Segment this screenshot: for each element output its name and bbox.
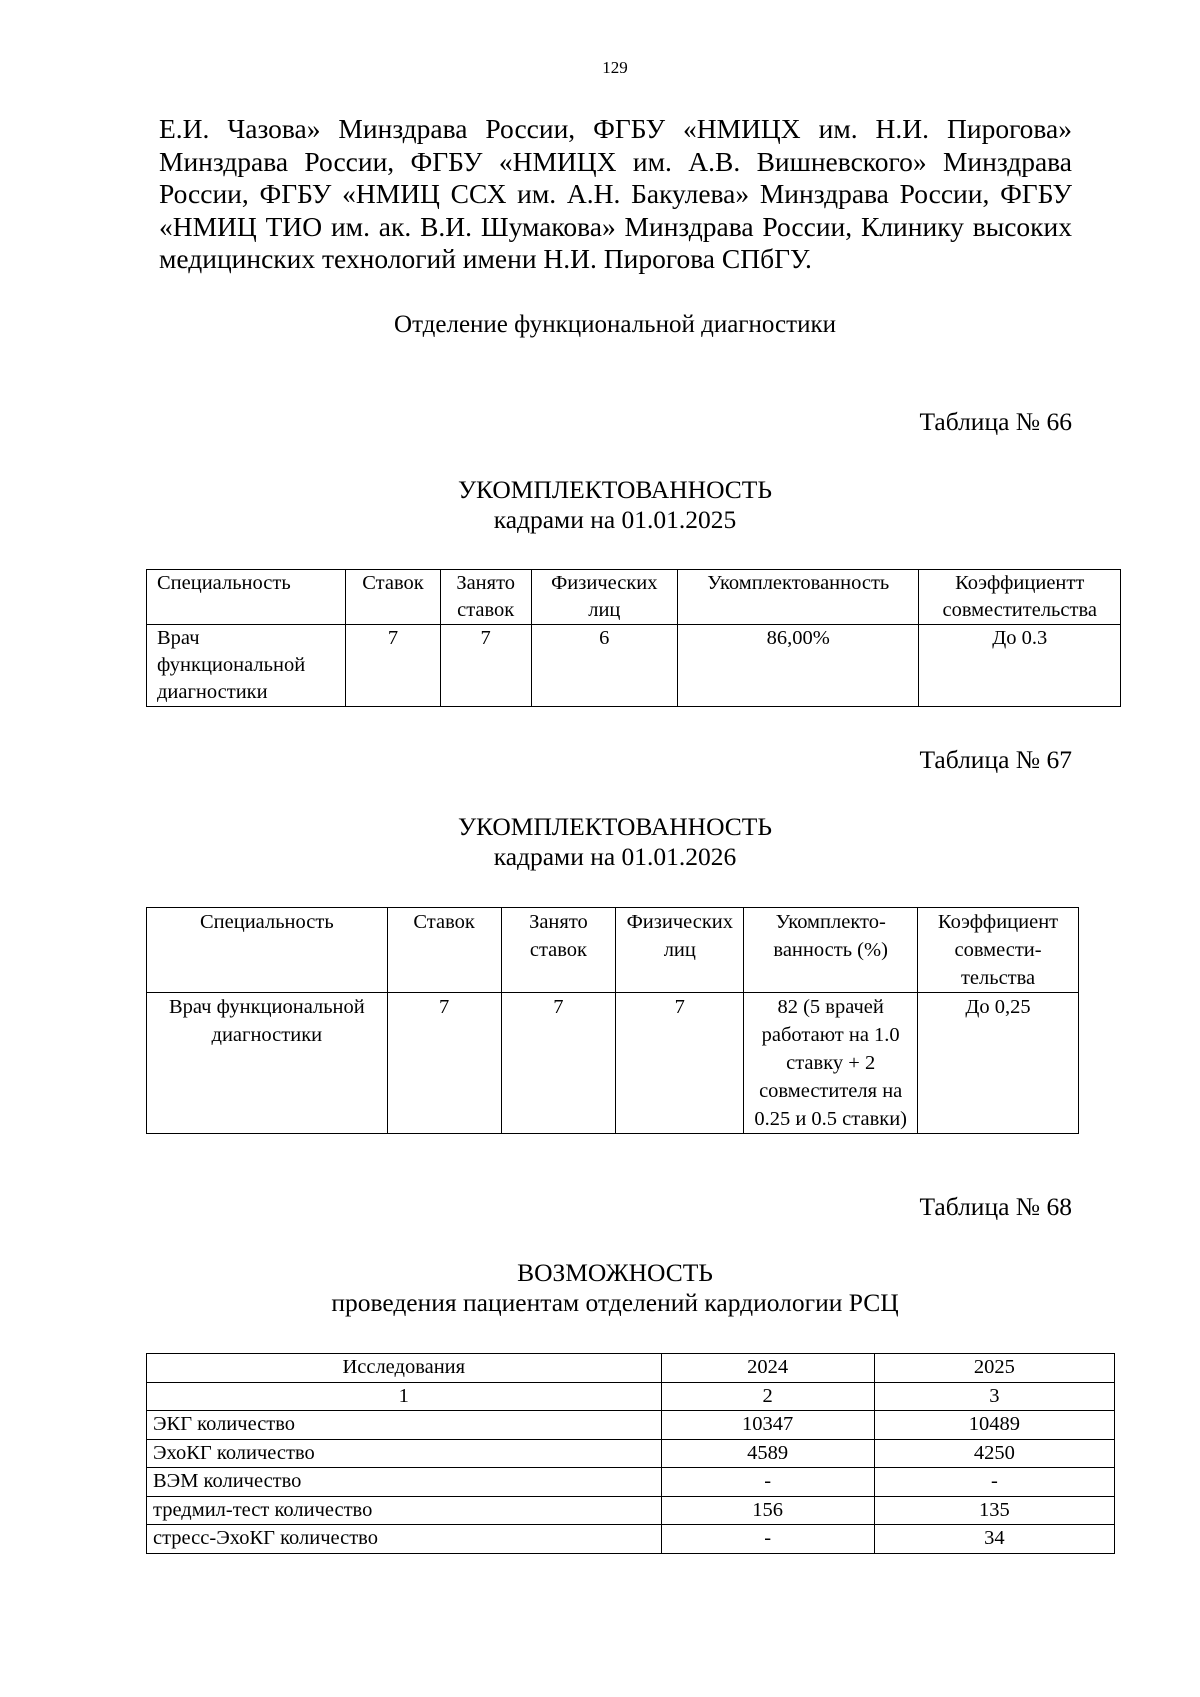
table-66-cell: 7 xyxy=(346,625,441,707)
table-68-row xyxy=(147,1496,1115,1525)
table-67-header-cell: Специальность xyxy=(147,908,388,993)
table-67-caption xyxy=(0,812,1200,872)
table-68-cell: тредмил-тест количество xyxy=(147,1496,662,1525)
table-66-cell: 6 xyxy=(531,625,678,707)
table-68-row xyxy=(147,1439,1115,1468)
section-title: Отделение функциональной диагностики xyxy=(394,311,836,338)
table-68-cell: 135 xyxy=(874,1496,1114,1525)
page-number: 129 xyxy=(602,58,628,77)
table-66-header-row xyxy=(147,570,1121,625)
table-66-cell: 7 xyxy=(440,625,531,707)
table-67-header-cell: Ставок xyxy=(387,908,501,993)
table-68-cell: - xyxy=(661,1468,874,1497)
table-68-cell: 156 xyxy=(661,1496,874,1525)
table-67-title: УКОМПЛЕКТОВАННОСТЬ xyxy=(457,812,773,841)
table-67-header-cell: Занято ставок xyxy=(501,908,616,993)
table-68-cell: 34 xyxy=(874,1525,1114,1554)
table-67-header-cell: Укомплекто-ванность (%) xyxy=(744,908,918,993)
table-66-header-cell: Ставок xyxy=(346,570,441,625)
table-68-cell: 10347 xyxy=(661,1411,874,1440)
table-68-cell: ВЭМ количество xyxy=(147,1468,662,1497)
intro-paragraph: Е.И. Чазова» Минздрава России, ФГБУ «НМИЦХ им. Н.И. Пирогова» Минздрава России, ФГБУ «НМИЦХ им. А.В. Вишневского» Минздрава России, ФГБУ «НМИЦ ССХ им. А.Н. Бакулева» Минздрава России, ФГБУ «НМИЦ ТИО им. ак. В.И. Шумакова» Минздрава России, Клинику высоких медицинских технологий имени Н.И. Пирогова СПбГУ. xyxy=(159,113,1072,274)
table-67-header-row xyxy=(147,908,1079,993)
table-68-subtitle: проведения пациентам отделений кардиологии РСЦ xyxy=(331,1288,899,1317)
table-67-label: Таблица № 67 xyxy=(919,745,1072,774)
table-68-header-cell: 2025 xyxy=(874,1354,1114,1383)
table-66-title: УКОМПЛЕКТОВАННОСТЬ xyxy=(457,475,773,504)
table-66-row xyxy=(147,625,1121,707)
table-66-cell: 86,00% xyxy=(678,625,919,707)
table-68-header-cell: 2024 xyxy=(661,1354,874,1383)
table-68-cell: - xyxy=(874,1468,1114,1497)
table-67-subtitle: кадрами на 01.01.2026 xyxy=(493,842,737,871)
table-67-header-cell: Коэффициент совмести-тельства xyxy=(918,908,1079,993)
table-68-cell: 4250 xyxy=(874,1439,1114,1468)
table-68-header-cell: Исследования xyxy=(147,1354,662,1383)
table-68-cell: 3 xyxy=(874,1382,1114,1411)
table-67 xyxy=(146,907,1079,1134)
table-66-header-cell: Коэффициентт совместительства xyxy=(919,570,1121,625)
table-66 xyxy=(146,569,1121,707)
table-68 xyxy=(146,1353,1115,1554)
table-68-cell: стресс-ЭхоКГ количество xyxy=(147,1525,662,1554)
table-67-cell: 7 xyxy=(387,993,501,1134)
table-68-header-row xyxy=(147,1354,1115,1383)
table-68-title: ВОЗМОЖНОСТЬ xyxy=(517,1258,713,1287)
table-66-cell: Врач функциональной диагностики xyxy=(147,625,346,707)
table-68-row xyxy=(147,1525,1115,1554)
table-66-header-cell: Занято ставок xyxy=(440,570,531,625)
table-68-caption xyxy=(0,1258,1200,1318)
table-66-header-cell: Специальность xyxy=(147,570,346,625)
table-66-subtitle: кадрами на 01.01.2025 xyxy=(493,505,737,534)
table-66-header-cell: Укомплектованность xyxy=(678,570,919,625)
table-66-label: Таблица № 66 xyxy=(919,407,1072,436)
table-68-cell: ЭхоКГ количество xyxy=(147,1439,662,1468)
table-68-cell: 4589 xyxy=(661,1439,874,1468)
table-66-caption xyxy=(0,475,1200,535)
table-68-row xyxy=(147,1468,1115,1497)
table-68-label: Таблица № 68 xyxy=(919,1192,1072,1221)
table-67-header-cell: Физических лиц xyxy=(616,908,744,993)
table-68-cell: - xyxy=(661,1525,874,1554)
table-68-numbering-row xyxy=(147,1382,1115,1411)
table-66-cell: До 0.3 xyxy=(919,625,1121,707)
table-68-cell: ЭКГ количество xyxy=(147,1411,662,1440)
table-66-header-cell: Физических лиц xyxy=(531,570,678,625)
table-68-cell: 10489 xyxy=(874,1411,1114,1440)
table-67-cell: 7 xyxy=(501,993,616,1134)
table-67-cell: 82 (5 врачей работают на 1.0 ставку + 2 совместителя на 0.25 и 0.5 ставки) xyxy=(744,993,918,1134)
table-67-cell: 7 xyxy=(616,993,744,1134)
table-67-cell: Врач функциональной диагностики xyxy=(147,993,388,1134)
table-67-cell: До 0,25 xyxy=(918,993,1079,1134)
table-68-cell: 1 xyxy=(147,1382,662,1411)
table-67-row xyxy=(147,993,1079,1134)
table-68-cell: 2 xyxy=(661,1382,874,1411)
table-68-row xyxy=(147,1411,1115,1440)
